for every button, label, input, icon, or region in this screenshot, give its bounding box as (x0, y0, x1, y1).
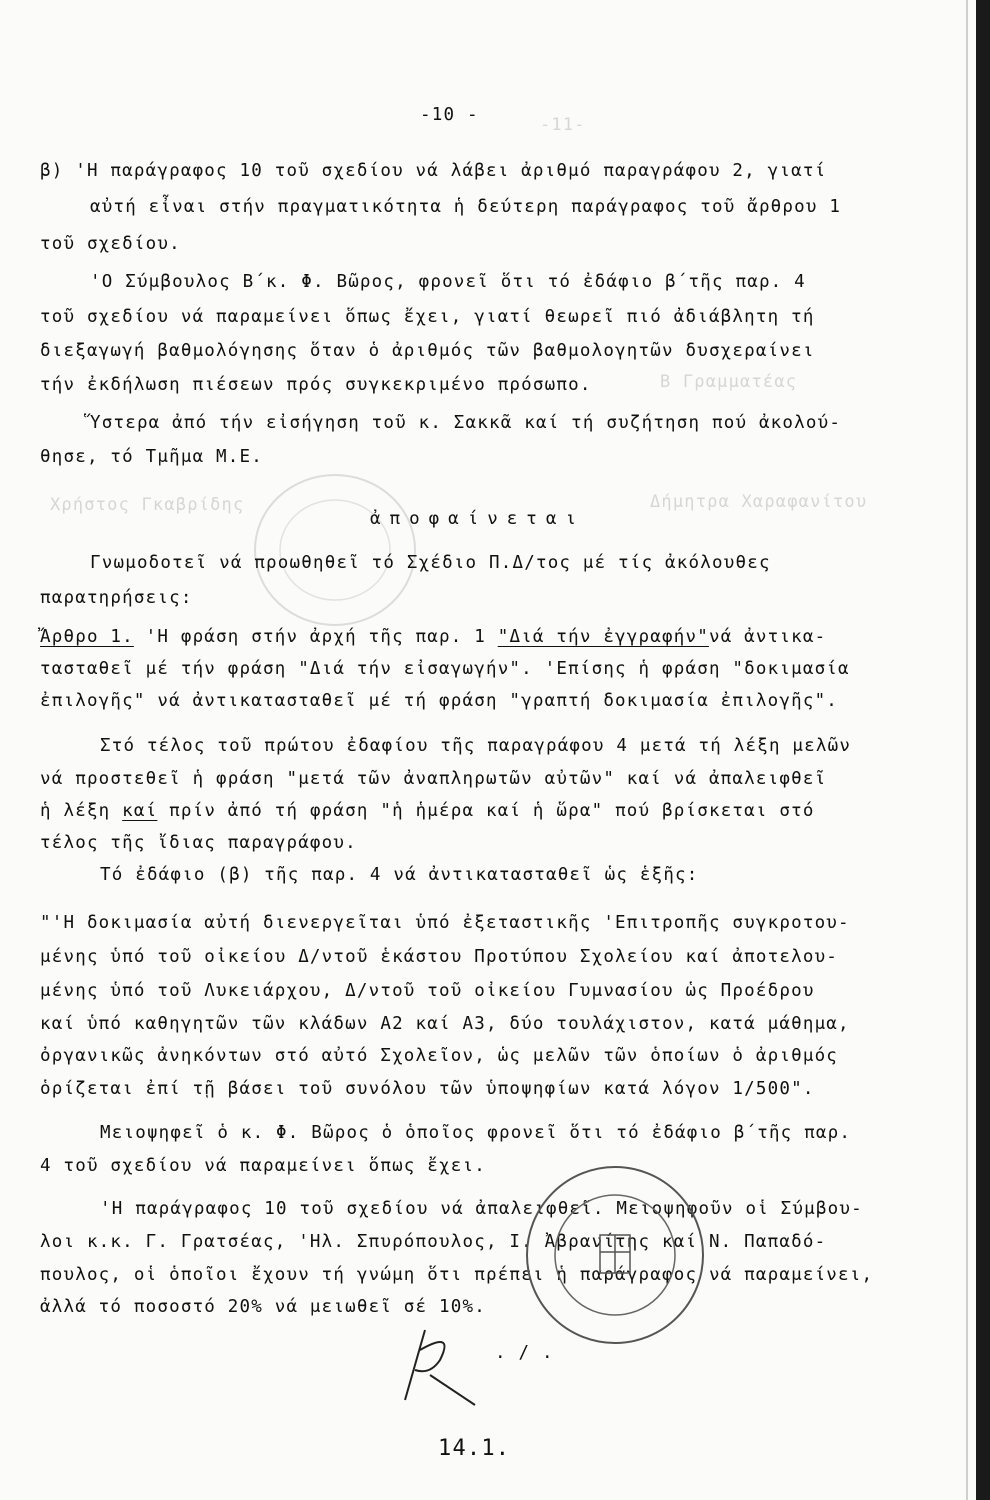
text-line: τασταθεῖ μέ τήν φράση "Διά τήν εἰσαγωγήν". 'Επίσης ἡ φράση "δοκιμασία (40, 659, 850, 679)
text-line: τοῦ σχεδίου. (40, 234, 181, 254)
text-line: παρατηρήσεις: (40, 588, 193, 608)
scan-border (976, 0, 990, 1500)
text-line: Ὕστερα ἀπό τήν εἰσήγηση τοῦ κ. Σακκᾶ καί τή συζήτηση πού ἀκολού- (90, 413, 842, 433)
article-text: 'Η φράση στήν ἀρχή τῆς παρ. 1 (133, 627, 498, 647)
text-line: τέλος τῆς ἴδιας παραγράφου. (40, 833, 357, 853)
text-line: β) 'Η παράγραφος 10 τοῦ σχεδίου νά λάβει ἀριθμό παραγράφου 2, γιατί (40, 161, 827, 181)
article-1-line (40, 626, 826, 648)
article-text: νά ἀντικα- (708, 627, 827, 647)
text-line: αὐτή εἶναι στήν πραγματικότητα ἡ δεύτερη παράγραφος τοῦ ἄρθρου 1 (90, 197, 842, 217)
underlined-word: καί (122, 801, 158, 821)
text-line: λοι κ.κ. Γ. Γρατσέας, 'Ηλ. Σπυρόπουλος, Ι. Ἀβρανίτης καί Ν. Παπαδό- (40, 1232, 827, 1252)
official-seal-stamp (520, 1160, 710, 1350)
text-line: πουλος, οἱ ὁποῖοι ἔχουν τή γνώμη ὅτι πρέπει ἡ παράγραφος νά παραμείνει, (40, 1265, 874, 1285)
text-segment: ἡ λέξη (40, 801, 123, 821)
text-line: θησε, τό Τμῆμα Μ.Ε. (40, 447, 263, 467)
text-line: Γνωμοδοτεῖ νά προωθηθεῖ τό Σχέδιο Π.Δ/τος μέ τίς ἀκόλουθες (90, 553, 771, 573)
heading-apofainetai: ἀποφαίνεται (370, 509, 585, 529)
text-line: καί ὑπό καθηγητῶν τῶν κλάδων Α2 καί Α3, δύο τουλάχιστον, κατά μάθημα, (40, 1014, 850, 1034)
text-line: μένης ὑπό τοῦ Λυκειάρχου, Δ/ντοῦ τοῦ οἰκείου Γυμνασίου ὡς Προέδρου (40, 981, 815, 1001)
text-line: ἐπιλογῆς" νά ἀντικατασταθεῖ μέ τή φράση "γραπτή δοκιμασία ἐπιλογῆς". (40, 691, 839, 711)
text-line: "'Η δοκιμασία αὐτή διενεργεῖται ὑπό ἐξεταστικῆς 'Επιτροπῆς συγκροτου- (40, 913, 850, 933)
text-line: ἀλλά τό ποσοστό 20% νά μειωθεῖ σέ 10%. (40, 1297, 486, 1317)
ghost-text: Χρήστος Γκαβρίδης (50, 495, 245, 515)
ghost-text: Β Γραμματέας (660, 372, 798, 392)
sheet-edge-line (966, 0, 968, 1500)
text-line: Μειοψηφεῖ ὁ κ. Φ. Βῶρος ὁ ὁποῖος φρονεῖ ὅτι τό ἐδάφιο β΄τῆς παρ. (100, 1123, 852, 1143)
text-line: νά προστεθεῖ ἡ φράση "μετά τῶν ἀναπληρωτῶν αὐτῶν" καί νά ἀπαλειφθεῖ (40, 769, 827, 789)
text-segment: πρίν ἀπό τή φράση "ἡ ἡμέρα καί ἡ ὥρα" πού βρίσκεται στό (157, 801, 815, 821)
text-line: 'Η παράγραφος 10 τοῦ σχεδίου νά ἀπαλειφθεῖ. Μειοψηφοῦν οἱ Σύμβου- (100, 1199, 863, 1219)
ghost-text: -11- (540, 115, 586, 135)
ghost-stamp (250, 470, 420, 630)
article-label: Ἄρθρο 1. (40, 627, 134, 647)
text-line: διεξαγωγή βαθμολόγησης ὅταν ὁ ἀριθμός τῶν βαθμολογητῶν δυσχεραίνει (40, 341, 815, 361)
article-quoted: "Διά τήν ἐγγραφήν" (497, 627, 709, 647)
text-line (40, 800, 815, 822)
text-line: τοῦ σχεδίου νά παραμείνει ὅπως ἔχει, γιατί θεωρεῖ πιό ἀδιάβλητη τή (40, 307, 815, 327)
text-line: τήν ἐκδήλωση πιέσεων πρός συγκεκριμένο πρόσωπο. (40, 375, 592, 395)
text-line: Τό ἐδάφιο (β) τῆς παρ. 4 νά ἀντικατασταθεῖ ὡς ἑξῆς: (100, 865, 699, 885)
handwritten-signature (385, 1320, 495, 1410)
text-line: ὁρίζεται ἐπί τῇ βάσει τοῦ συνόλου τῶν ὑποψηφίων κατά λόγον 1/500". (40, 1079, 815, 1099)
page-number: -10 - (420, 105, 479, 125)
text-line: μένης ὑπό τοῦ οἰκείου Δ/ντοῦ ἑκάστου Προτύπου Σχολείου καί ἀποτελου- (40, 947, 839, 967)
text-line: 4 τοῦ σχεδίου νά παραμείνει ὅπως ἔχει. (40, 1156, 486, 1176)
text-line: 'Ο Σύμβουλος Β΄κ. Φ. Βῶρος, φρονεῖ ὅτι τό ἐδάφιο β΄τῆς παρ. 4 (90, 272, 806, 292)
handwritten-page-note: 14.1. (438, 1436, 511, 1461)
continuation-mark: . / . (495, 1343, 554, 1363)
text-line: ὀργανικῶς ἀνηκόντων στό αὐτό Σχολεῖον, ὡς μελῶν τῶν ὁποίων ὁ ἀριθμός (40, 1046, 839, 1066)
text-line: Στό τέλος τοῦ πρώτου ἐδαφίου τῆς παραγράφου 4 μετά τή λέξη μελῶν (100, 736, 852, 756)
ghost-text: Δήμητρα Χαραφανίτου (650, 492, 868, 512)
